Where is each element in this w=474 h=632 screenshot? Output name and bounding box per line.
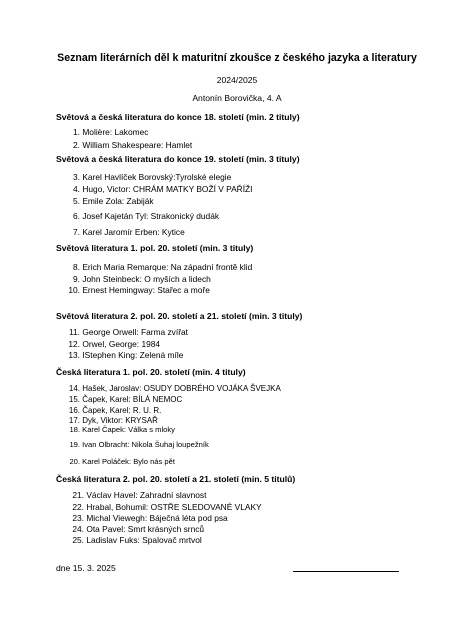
- section-heading: Světová a česká literatura do konce 18. století (min. 2 tituly): [56, 112, 300, 122]
- list-item: 4. Hugo, Victor: CHRÁM MATKY BOŽÍ V PAŘÍŽI: [73, 184, 253, 194]
- list-item: 22. Hrabal, Bohumil: OSTŘE SLEDOVANÉ VLAKY: [72, 502, 262, 512]
- date-line: dne 15. 3. 2025: [56, 563, 116, 573]
- signature-line: [293, 571, 399, 572]
- list-item: 17. Dyk, Viktor: KRYSAŘ: [68, 416, 158, 425]
- list-item: 20. Karel Poláček: Bylo nás pět: [69, 457, 175, 466]
- list-item: 14. Hašek, Jaroslav: OSUDY DOBRÉHO VOJÁKA ŠVEJKA: [68, 384, 281, 393]
- list-item: 19. Ivan Olbracht: Nikola Šuhaj loupežník: [69, 440, 209, 449]
- list-item: 10. Ernest Hemingway: Stařec a moře: [68, 285, 210, 295]
- section-heading: Světová literatura 2. pol. 20. století a 21. století (min. 3 tituly): [56, 311, 303, 321]
- list-item: 23. Michal Viewegh: Báječná léta pod psa: [72, 513, 228, 523]
- list-item: 12. Orwel, George: 1984: [68, 339, 161, 349]
- list-item: 15. Čapek, Karel: BÍLÁ NEMOC: [68, 395, 183, 404]
- list-item: 25. Ladislav Fuks: Spalovač mrtvol: [72, 535, 202, 545]
- list-item: 3. Karel Havlíček Borovský:Tyrolské elegie: [73, 172, 232, 182]
- list-item: 24. Ota Pavel: Smrt krásných srnců: [72, 524, 205, 534]
- section-heading: Světová a česká literatura do konce 19. století (min. 3 tituly): [56, 154, 300, 164]
- list-item: 7. Karel Jaromír Erben: Kytice: [73, 227, 185, 237]
- list-item: 8. Erich Maria Remarque: Na západní frontě klid: [73, 262, 253, 272]
- section-heading: Česká literatura 2. pol. 20. století a 21. století (min. 5 titulů): [56, 474, 296, 484]
- list-item: 1. Molière: Lakomec: [73, 127, 149, 137]
- list-item: 2. William Shakespeare: Hamlet: [73, 140, 193, 150]
- student-name: Antonín Borovička, 4. A: [192, 93, 282, 103]
- list-item: 21. Václav Havel: Zahradní slavnost: [72, 490, 207, 500]
- list-item: 5. Emile Zola: Zabiják: [73, 196, 154, 206]
- list-item: 18. Karel Čapek: Válka s mloky: [69, 425, 175, 434]
- section-heading: Světová literatura 1. pol. 20. století (min. 3 tituly): [56, 243, 254, 253]
- document-title: Seznam literárních děl k maturitní zkoušce z českého jazyka a literatury: [57, 52, 417, 64]
- list-item: 11. George Orwell: Farma zvířat: [68, 327, 188, 337]
- list-item: 6. Josef Kajetán Tyl: Strakonický dudák: [73, 211, 220, 221]
- section-heading: Česká literatura 1. pol. 20. století (min. 4 tituly): [56, 367, 246, 377]
- list-item: 9. John Steinbeck: O myších a lidech: [73, 274, 211, 284]
- school-year: 2024/2025: [216, 75, 258, 85]
- list-item: 16. Čapek, Karel: R. U. R.: [68, 406, 162, 415]
- list-item: 13. IStephen King: Zelená míle: [68, 350, 184, 360]
